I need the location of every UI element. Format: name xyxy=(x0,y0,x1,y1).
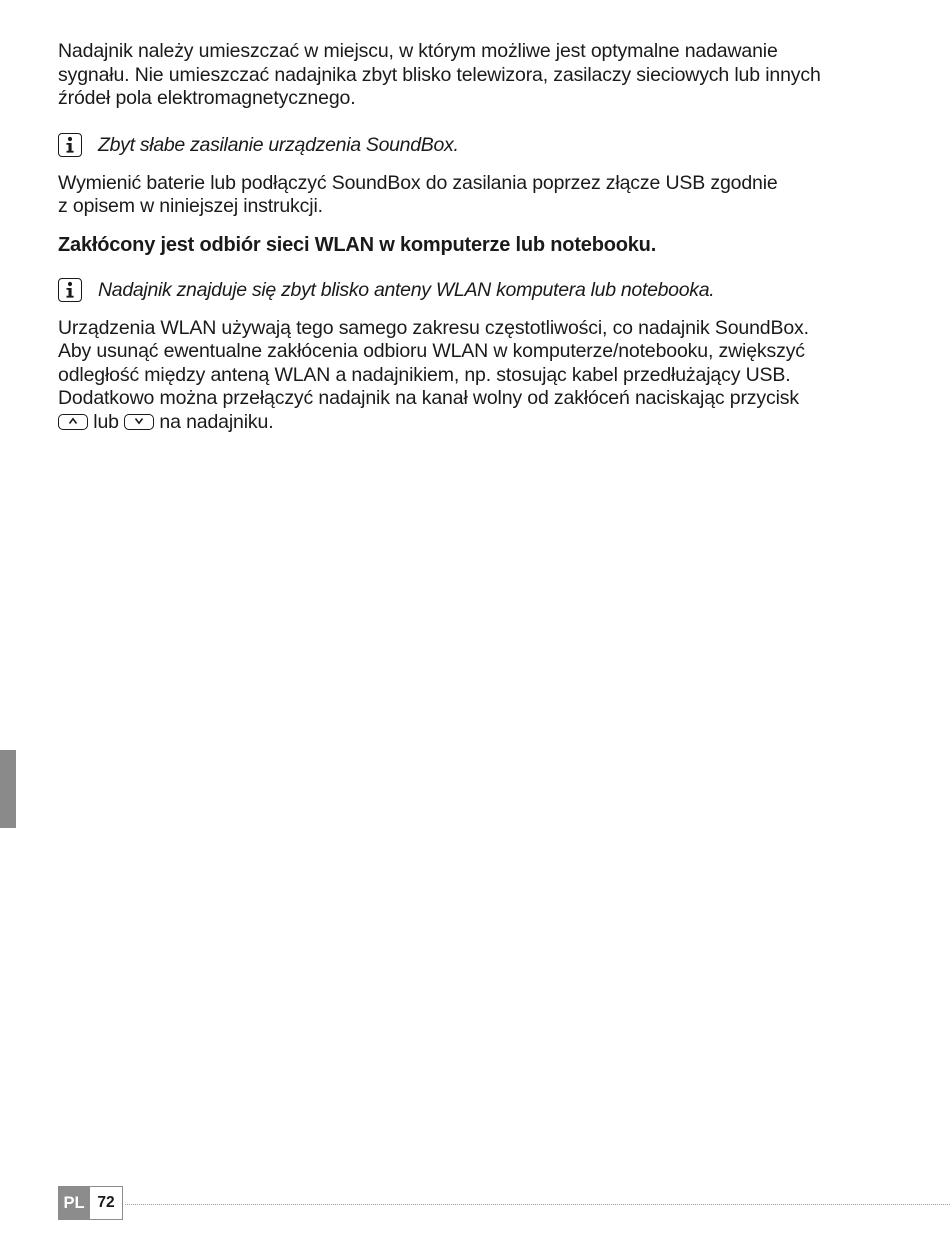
note-text: Nadajnik znajduje się zbyt blisko anteny WLAN komputera lub notebooka. xyxy=(98,278,715,301)
page-number: 72 xyxy=(90,1186,123,1220)
key-connector: lub xyxy=(93,410,119,433)
footer-dotted-rule xyxy=(125,1204,950,1205)
wlan-paragraph xyxy=(58,317,898,435)
paragraph-line: odległość między anteną WLAN a nadajnikiem, np. stosując kabel przedłużający USB. xyxy=(58,363,791,386)
paragraph-line: Dodatkowo można przełączyć nadajnik na kanał wolny od zakłóceń naciskając przycisk xyxy=(58,387,799,409)
note-antenna xyxy=(58,277,898,304)
intro-line: Nadajnik należy umieszczać w miejscu, w którym możliwe jest optymalne nadawanie xyxy=(58,40,778,62)
line-tail: na nadajniku. xyxy=(159,410,274,433)
chevron-down-key-icon xyxy=(124,414,154,430)
info-icon xyxy=(58,278,82,302)
note-weak-power xyxy=(58,132,898,159)
info-icon xyxy=(58,133,82,157)
battery-paragraph xyxy=(58,172,898,219)
intro-line: sygnału. Nie umieszczać nadajnika zbyt blisko telewizora, zasilaczy sieciowych lub innych xyxy=(58,63,821,86)
language-badge: PL xyxy=(58,1186,90,1220)
paragraph-line: Urządzenia WLAN używają tego samego zakresu częstotliwości, co nadajnik SoundBox. xyxy=(58,316,809,339)
side-section-tab xyxy=(0,750,16,828)
page-footer xyxy=(58,1186,950,1220)
chevron-up-key-icon xyxy=(58,414,88,430)
section-heading: Zakłócony jest odbiór sieci WLAN w komputerze lub notebooku. xyxy=(58,233,657,256)
intro-paragraph xyxy=(58,40,898,111)
intro-line: źródeł pola elektromagnetycznego. xyxy=(58,87,356,109)
paragraph-line: Aby usunąć ewentualne zakłócenia odbioru WLAN w komputerze/notebooku, zwiększyć xyxy=(58,340,805,362)
paragraph-line: z opisem w niniejszej instrukcji. xyxy=(58,195,323,217)
note-text: Zbyt słabe zasilanie urządzenia SoundBox. xyxy=(98,133,459,156)
page-content xyxy=(58,40,898,434)
paragraph-line: Wymienić baterie lub podłączyć SoundBox do zasilania poprzez złącze USB zgodnie xyxy=(58,171,778,194)
